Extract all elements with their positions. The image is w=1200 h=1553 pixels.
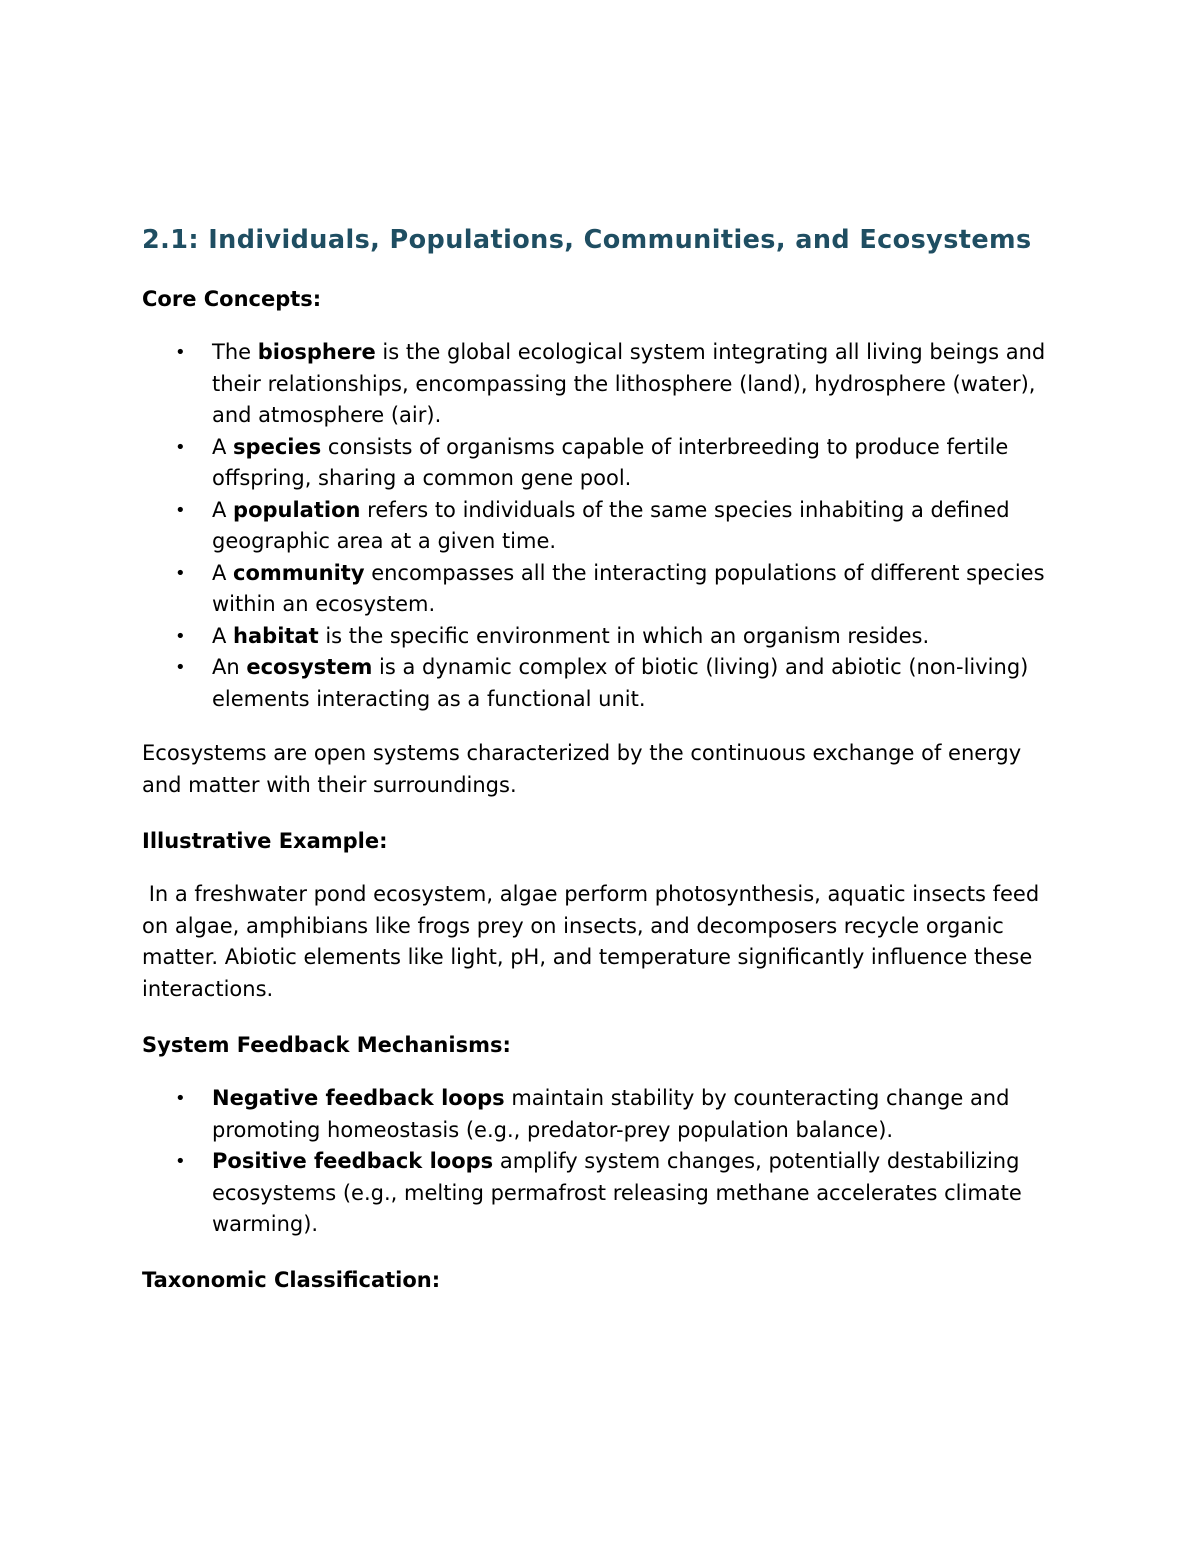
list-item xyxy=(142,558,1062,621)
item-text-post: is the global ecological system integrating all living beings and their relationships, encompassing the lithosphere (land), hydrosphere (water), and atmosphere (air). xyxy=(212,340,1046,427)
item-term: community xyxy=(233,560,365,585)
example-title: Illustrative Example: xyxy=(142,829,388,853)
item-text-pre: The xyxy=(212,340,258,364)
item-term: biosphere xyxy=(257,340,376,364)
taxonomy-title: Taxonomic Classification: xyxy=(142,1267,441,1292)
open-systems-paragraph: Ecosystems are open systems characterized by the continuous exchange of energy and matter with their surroundings. xyxy=(142,741,1022,797)
item-text-pre: A xyxy=(212,623,234,648)
item-term: population xyxy=(233,497,361,522)
example-paragraph: In a freshwater pond ecosystem, algae perform photosynthesis, aquatic insects feed on algae, amphibians like frogs prey on insects, and decomposers recycle organic matter. Abiotic elements like light, pH, and temperature significantly influence these interactions. xyxy=(142,882,1046,1001)
core-concepts-list xyxy=(142,337,1062,715)
bullet-icon: • xyxy=(175,436,186,458)
item-term: Negative feedback loops xyxy=(212,1086,505,1110)
item-text-post: amplify system changes, potentially destabilizing ecosystems (e.g., melting permafrost releasing methane accelerates climate warming). xyxy=(212,1149,1022,1236)
bullet-icon: • xyxy=(175,342,186,363)
item-text-post: is the specific environment in which an organism resides. xyxy=(318,623,930,648)
feedback-list xyxy=(142,1083,1062,1241)
bullet-icon: • xyxy=(175,499,186,521)
list-item xyxy=(142,652,1062,715)
bullet-icon: • xyxy=(175,657,186,678)
bullet-icon: • xyxy=(175,1151,186,1172)
list-item xyxy=(142,1083,1062,1146)
core-concepts-title: Core Concepts: xyxy=(142,287,322,311)
feedback-title: System Feedback Mechanisms: xyxy=(142,1033,511,1057)
list-item xyxy=(142,432,1062,495)
item-text-post: maintain stability by counteracting change and promoting homeostasis (e.g., predator-prey population balance). xyxy=(212,1086,1010,1142)
item-term: habitat xyxy=(233,623,319,648)
item-text-post: is a dynamic complex of biotic (living) and abiotic (non-living) elements interacting as a functional unit. xyxy=(212,655,1029,711)
section-heading: 2.1: Individuals, Populations, Communities, and Ecosystems xyxy=(142,225,1032,255)
list-item xyxy=(142,337,1062,432)
document-page xyxy=(142,222,1062,1296)
item-text-pre: A xyxy=(212,497,234,522)
item-term: ecosystem xyxy=(246,655,373,679)
bullet-icon: • xyxy=(175,1088,186,1109)
list-item xyxy=(142,621,1062,653)
bullet-icon: • xyxy=(175,625,186,647)
item-text-post: encompasses all the interacting populations of different species within an ecosystem. xyxy=(212,560,1045,616)
item-text-post: consists of organisms capable of interbreeding to produce fertile offspring, sharing a common gene pool. xyxy=(212,434,1009,490)
bullet-icon: • xyxy=(175,562,186,584)
item-text-post: refers to individuals of the same species inhabiting a defined geographic area at a given time. xyxy=(212,497,1010,553)
item-text-pre: A xyxy=(212,560,234,585)
item-term: Positive feedback loops xyxy=(212,1149,494,1173)
item-text-pre: An xyxy=(212,655,247,679)
list-item xyxy=(142,1146,1062,1241)
list-item xyxy=(142,495,1062,558)
item-term: species xyxy=(233,434,322,459)
item-text-pre: A xyxy=(212,434,234,459)
